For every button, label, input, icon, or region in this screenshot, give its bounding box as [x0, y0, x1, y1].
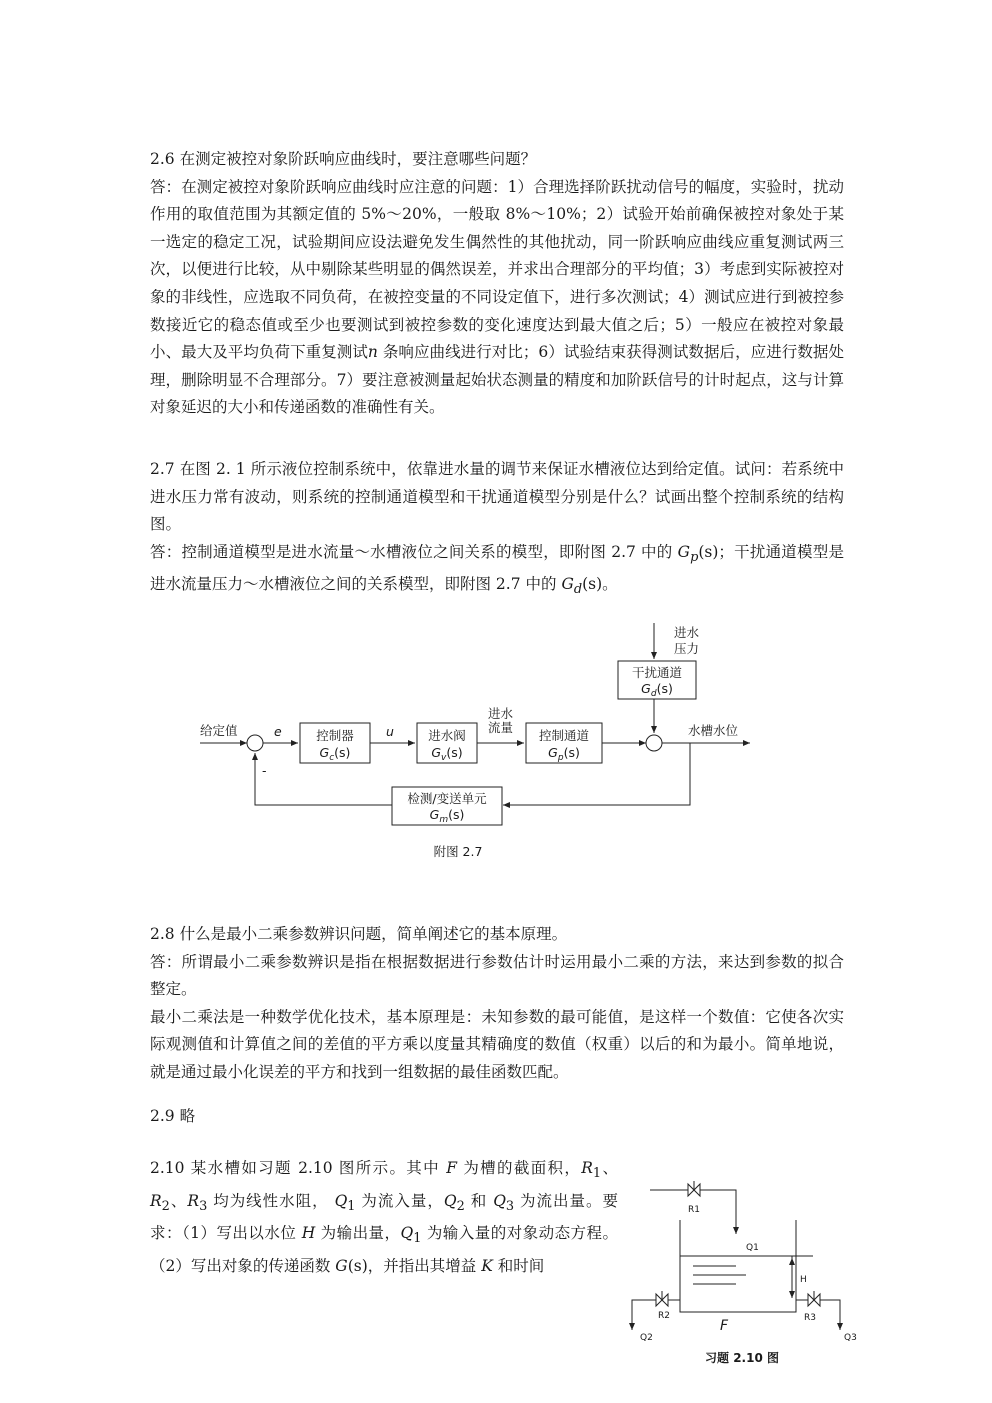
flow-label-1: 进水 [488, 706, 514, 721]
summing-junction-1 [247, 735, 263, 751]
answer-2-8-part1: 答：所谓最小二乘参数辨识是指在根据数据进行参数估计时运用最小二乘的方法，来达到参数的拟合整定。 [150, 952, 844, 999]
water-tank-figure-2-10 [618, 1170, 868, 1370]
sensor-name: 检测/变送单元 [407, 791, 487, 806]
e-label: e [274, 724, 282, 739]
question-2-10: 2.10 某水槽如习题 2.10 图所示。其中 F 为槽的截面积，$R_1$、$R_2$、$R_3$ 均为线性水阻， $Q_1$ 为流入量，$Q_2$ 和 $Q_3$ 为流出量。要求：（1）写出以水位 H 为输出量，$Q_1$ 为输入量的对象动态方程。（2）写出对象的传递函数 G(s)，并指出其增益 K 和时间 [150, 1159, 619, 1276]
controller-name: 控制器 [316, 728, 354, 743]
section-2-9 [150, 1103, 844, 1131]
figure-caption-2-10: 习题 2.10 图 [705, 1351, 779, 1365]
q3-label: Q3 [844, 1333, 857, 1343]
question-2-7: 2.7 在图 2. 1 所示液位控制系统中，依靠进水量的调节来保证水槽液位达到给定值。试问：若系统中进水压力常有波动，则系统的控制通道模型和干扰通道模型分别是什么？试画出整个控制系统的结构图。 [150, 460, 844, 534]
feedback-line-left [255, 753, 392, 805]
answer-2-8-part2: 最小二乘法是一种数学优化技术，基本原理是：未知参数的最可能值，是这样一个数值：它使各次实际观测值和计算值之间的差值的平方乘以度量其精确度的数值（权重）以后的和为最小。简单地说，就是通过最小化误差的平方和找到一组数据的最佳函数匹配。 [150, 1007, 844, 1081]
u-label: u [386, 724, 394, 739]
sensor-tf: $G_m(s)$ [429, 807, 465, 825]
question-2-6: 2.6 在测定被控对象阶跃响应曲线时，要注意哪些问题？ [150, 150, 537, 168]
section-2-8 [150, 921, 844, 1087]
section-2-7 [150, 456, 844, 604]
figure-caption-2-7: 附图 2.7 [433, 844, 483, 859]
q2-label: Q2 [640, 1333, 653, 1343]
flow-label-2: 流量 [488, 720, 514, 735]
question-2-8: 2.8 什么是最小二乘参数辨识问题，简单阐述它的基本原理。 [150, 925, 568, 943]
r2-label: R2 [658, 1311, 670, 1321]
minus-label: - [262, 763, 267, 778]
pressure-label-2: 压力 [674, 641, 700, 656]
answer-2-6: 答：在测定被控对象阶跃响应曲线时应注意的问题：1）合理选择阶跃扰动信号的幅度，实验时，扰动作用的取值范围为其额定值的 5%～20%，一般取 8%～10%；2）试验开始前确保被控对象处于某一选定的稳定工况，试验期间应设法避免发生偶然性的其他扰动，同一阶跃响应曲线应重复测试两三次，以便进行比较，从中剔除某些明显的偶然误差，并求出合理部分的平均值；3）考虑到实际被控对象的非线性，应选取不同负荷，在被控变量的不同设定值下，进行多次测试；4）测试应进行到被控参数接近它的稳态值或至少也要测试到被控参数的变化速度达到最大值之后；5）一般应在被控对象最小、最大及平均负荷下重复测试n 条响应曲线进行对比；6）试验结束获得测试数据后，应进行数据处理，删除明显不合理部分。7）要注意被测量起始状态测量的精度和加阶跃信号的计时起点，这与计算对象延迟的大小和传递函数的准确性有关。 [150, 177, 844, 417]
pressure-label-1: 进水 [674, 625, 700, 640]
disturbance-channel-name: 干扰通道 [631, 665, 683, 680]
block-diagram-2-7 [190, 615, 790, 865]
summing-junction-2 [646, 735, 662, 751]
valve-tf: $G_v(s)$ [431, 745, 463, 763]
r3-label: R3 [804, 1313, 816, 1323]
f-label: F [720, 1318, 729, 1334]
r1-label: R1 [688, 1205, 700, 1215]
valve-name: 进水阀 [428, 728, 466, 743]
output-label: 水槽水位 [688, 723, 739, 738]
h-label: H [800, 1275, 807, 1285]
control-channel-tf: $G_p(s)$ [548, 745, 580, 763]
input-label: 给定值 [200, 723, 238, 738]
feedback-line-right [503, 743, 690, 805]
disturbance-channel-tf: $G_d(s)$ [641, 681, 673, 699]
section-2-6 [150, 146, 844, 422]
controller-tf: $G_c(s)$ [319, 745, 351, 763]
q1-label: Q1 [746, 1243, 759, 1253]
answer-2-7: 答：控制通道模型是进水流量～水槽液位之间关系的模型，即附图 2.7 中的 $G_p(s)$；干扰通道模型是进水流量压力～水槽液位之间的关系模型，即附图 2.7 中的 $G_d(s)$。 [150, 542, 844, 598]
answer-2-9: 2.9 略 [150, 1107, 196, 1125]
section-2-10 [150, 1155, 618, 1281]
control-channel-name: 控制通道 [538, 728, 590, 743]
